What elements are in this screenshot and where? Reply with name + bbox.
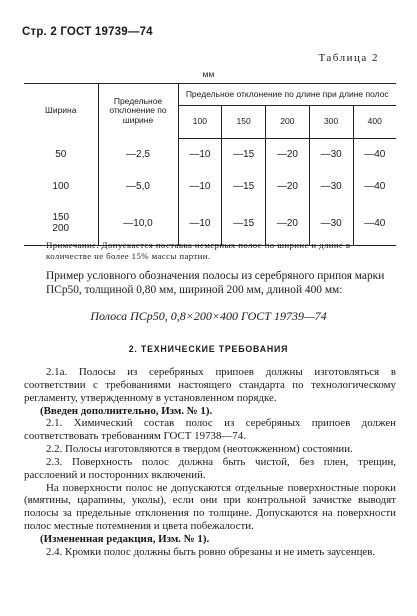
cell-width-dev: —5,0 (98, 171, 178, 202)
paragraph: На поверхности полос не допускаются отдельные поверхностные пороки (вмятины, царапины, уколы), если они при контрольной зачистке выводят полосы за предельные отклонения по толщине. Допускаются на поверхности полос местные потемнения и цвета побежалости. (24, 481, 396, 533)
cell-length-dev: —40 (353, 202, 396, 246)
cell-length-dev: —20 (266, 171, 310, 202)
header-length: 200 (266, 106, 310, 139)
cell-length-dev: —30 (309, 171, 353, 202)
cell-width: 50 (55, 149, 67, 160)
cell-width-dev: —2,5 (98, 139, 178, 171)
cell-length-dev: —40 (353, 139, 396, 171)
cell-width-dev: —10,0 (98, 202, 178, 246)
cell-length-dev: —10 (178, 171, 222, 202)
paragraph: 2.1. Химический состав полос из серебряных припоев должен соответствовать требованиям ГОСТ 19738—74. (24, 417, 396, 443)
paragraph: 2.3. Поверхность полос должна быть чистой, без плен, трещин, расслоений и посторонних включений. (24, 455, 396, 481)
cell-length-dev: —10 (178, 139, 222, 171)
header-length: 300 (309, 106, 353, 139)
cell-length-dev: —30 (309, 139, 353, 171)
example-text: Пример условного обозначения полосы из серебряного припоя марки ПСр50, толщиной 0,80 мм, шириной 200 мм, длиной 400 мм: (46, 270, 385, 297)
cell-length-dev: —20 (266, 139, 310, 171)
amendment-note: (Введен дополнительно, Изм. № 1). (40, 404, 213, 417)
paragraph: 2.1а. Полосы из серебряных припоев должны изготовляться в соответствии с требованиями настоящего стандарта по технологическому регламенту, утвержденному в установленном порядке. (24, 366, 396, 404)
table-row (24, 202, 396, 246)
table-label: Таблица 2 (318, 52, 379, 64)
header-length: 100 (178, 106, 222, 139)
amendment-note: (Измененная редакция, Изм. № 1). (40, 532, 210, 545)
cell-length-dev: —15 (222, 171, 266, 202)
cell-length-dev: —40 (353, 171, 396, 202)
paragraph: 2.4. Кромки полос должны быть ровно обрезаны и не иметь заусенцев. (46, 545, 376, 558)
header-length: 150 (222, 106, 266, 139)
table-note: Примечание. Допускается поставка немерных полос по ширине и длине в количестве не более 15% массы партии. (46, 240, 351, 261)
section-title: 2. ТЕХНИЧЕСКИЕ ТРЕБОВАНИЯ (128, 344, 289, 354)
cell-length-dev: —30 (309, 202, 353, 246)
header-length: 400 (353, 106, 396, 139)
cell-length-dev: —20 (266, 202, 310, 246)
cell-length-dev: —15 (222, 139, 266, 171)
cell-width: 100 (52, 180, 70, 192)
header-width-deviation: Предельное отклонение по ширине (98, 84, 178, 139)
table-row (24, 171, 396, 202)
header-length-group: Предельное отклонение по длине при длине полос (178, 84, 396, 106)
table-unit: мм (202, 69, 215, 79)
designation-example: Полоса ПСр50, 0,8×200×400 ГОСТ 19739—74 (90, 309, 327, 323)
tolerance-table (24, 83, 396, 246)
cell-length-dev: —15 (222, 202, 266, 246)
table-row (24, 139, 396, 171)
cell-width: 150 200 (24, 202, 98, 246)
header-width: Ширина (24, 84, 98, 139)
requirements-text (24, 366, 396, 559)
page-header: Стр. 2 ГОСТ 19739—74 (22, 26, 153, 38)
cell-length-dev: —10 (178, 202, 222, 246)
paragraph: 2.2. Полосы изготовляются в твердом (неотожженном) состоянии. (46, 443, 353, 456)
